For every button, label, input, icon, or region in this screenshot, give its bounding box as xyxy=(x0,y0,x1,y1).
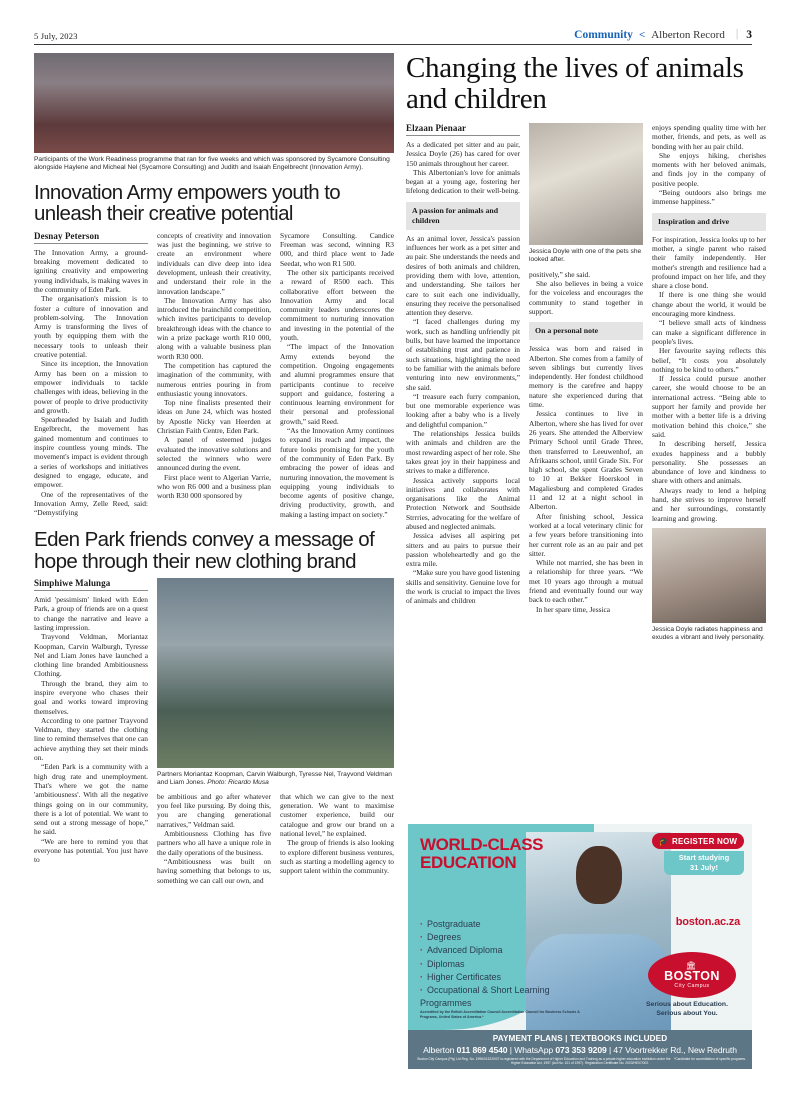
ad-programme-list xyxy=(420,918,595,1010)
column-1 xyxy=(406,123,520,643)
ad-accreditation-text: Accredited by the British Accreditation Council Accreditation Council for Business Schools & Programs, United States of America.* xyxy=(420,1010,580,1019)
ad-phone-number[interactable]: 011 869 4540 xyxy=(456,1044,508,1055)
paragraph: Since its inception, the Innovation Army has been on a mission to empower individuals to tackle challenges with ideas, believing in the power of people to drive productivity and growth. xyxy=(34,359,148,415)
paragraph: “I faced challenges during my work, such as handling unfriendly pit bulls, but have learned the importance of establishing trust and patience in such situations, highlighting the need to be familiar with the animals before venturing into new environments,” she said. xyxy=(406,317,520,392)
paragraph: Jessica actively supports local initiatives and collaborates with organisations like the Animal Protection Network and Southside Strrries, advocating for the welfare of abused and neglected animals. xyxy=(406,475,520,531)
issue-date: 5 July, 2023 xyxy=(34,31,78,41)
body-col-2 xyxy=(157,792,271,885)
paragraph: Top nine finalists presented their ideas on June 24, which was hosted by Apostle Nicky van Heerden at Christian Faith Centre, Eden Park. xyxy=(157,398,271,436)
ad-slogan-line1: Serious about Education. xyxy=(646,1001,728,1008)
subhead-inspiration: Inspiration and drive xyxy=(652,213,766,231)
paragraph: The competition has captured the imagination of the community, with numerous entries pouring in from enthusiastic young innovators. xyxy=(157,360,271,398)
chevron-left-icon: < xyxy=(638,29,646,41)
photo-credit: Photo: Ricardo Musa xyxy=(207,779,269,787)
column-3 xyxy=(280,792,394,885)
publication-name: Alberton Record xyxy=(651,29,725,41)
start-studying-line1: Start studying xyxy=(678,853,730,862)
ad-programme-item: · Occupational & Short Learning Programmes xyxy=(420,984,595,1010)
hero-block xyxy=(34,53,394,885)
ad-top-panel xyxy=(408,824,752,1030)
paragraph: She enjoys hiking, cherishes moments with her beloved animals, and finds joy in the company of positive people. xyxy=(652,150,766,188)
paragraph: As an animal lover, Jessica's passion influences her work as a pet sitter and au pair. She understands the needs and desires of both animals and children, providing them with love, attention, and understanding. She tailors her care to suit each one individually, ensuring they receive the personalised attention they deserve. xyxy=(406,233,520,318)
jessica-portrait-caption: Jessica Doyle radiates happiness and exudes a vibrant and lively personality. xyxy=(652,625,765,642)
body-col-3 xyxy=(652,235,766,523)
paragraph: In describing herself, Jessica exudes happiness and a bubbly personality. She possesses an abundance of love and kindness to share with others and animals. xyxy=(652,439,766,486)
masthead xyxy=(34,0,752,45)
main-article-byline: Elzaan Pienaar xyxy=(406,123,520,136)
masthead-right xyxy=(574,26,752,41)
paragraph: If there is one thing she would change about the world, it would be encouraging more kindness. xyxy=(652,290,766,319)
ad-slogan xyxy=(632,1000,742,1018)
paragraph: One of the representatives of the Innovation Army, Zelle Reed, said: “Demystifying xyxy=(34,489,148,518)
hero-photo-work-readiness xyxy=(34,53,394,153)
paragraph: Amid 'pessimism' linked with Eden Park, a group of friends are on a quest to change the narrative and leave a lasting impression. xyxy=(34,595,148,632)
main-headline: Changing the lives of animals and children xyxy=(406,52,744,115)
paragraph: “As the Innovation Army continues to expand its reach and impact, the future looks promising for the youth of the community of Eden Park. By embracing the power of ideas and nurturing innovation, the movement is equipping young individuals to become agents of positive change, driving productivity, growth, and making a lasting impact on society.” xyxy=(280,426,394,519)
column-2 xyxy=(529,123,643,643)
body-col-1 xyxy=(406,234,520,606)
paragraph: Sycamore Consulting. Candice Freeman was second, winning R3 000, and third place went to Jade Seedat, who won R1 500. xyxy=(280,230,394,268)
paragraph: She also believes in being a voice for the voiceless and encourages the community to stand together in support. xyxy=(529,279,643,316)
edenpark-photo-and-columns xyxy=(157,578,394,885)
paragraph: The organisation's mission is to foster a culture of innovation and problem-solving. The Innovation Army is transforming the lives of youth by equipping them with the necessary tools to unleash their creative potential. xyxy=(34,294,148,360)
paragraph: Her favourite saying reflects this belief, “It costs you absolutely nothing to be kind to others.” xyxy=(652,346,766,374)
paragraph: First place went to Algerian Varrie, who won R6 000 and a business plan worth R30 000 sponsored by xyxy=(157,472,271,501)
paragraph: “We are here to remind you that everyone has potential. You just have to xyxy=(34,836,148,865)
column-2 xyxy=(157,792,271,885)
article-innovation-army xyxy=(34,182,394,519)
paragraph: Ambitiousness Clothing has five partners who all have a unique role in the daily operations of the business. xyxy=(157,829,271,857)
paragraph: This Albertonian's love for animals began at a young age, fostering her lifelong dedication to their well-being. xyxy=(406,167,520,196)
paragraph: “I believe small acts of kindness can make a significant difference in people's lives. xyxy=(652,318,766,346)
bank-building-icon: 🏛 xyxy=(685,960,699,970)
paragraph: “The impact of the Innovation Army extends beyond the competition. Ongoing engagements and alumni programmes ensure that participants continue to receive support and guidance, fostering a continuous learning environment for their personal and professional growth,” said Reed. xyxy=(280,342,394,426)
column-3 xyxy=(652,123,766,643)
paragraph: In her spare time, Jessica xyxy=(536,604,611,614)
paragraph: After finishing school, Jessica worked at a local veterinary clinic for a few years before transitioning into her current role as an au pair and pet sitter. xyxy=(529,511,643,558)
ad-website-url[interactable]: boston.ac.za xyxy=(675,916,740,928)
column-1 xyxy=(34,578,148,885)
article-innovation-byline: Desnay Peterson xyxy=(34,231,148,244)
graduation-cap-icon: 🎓 xyxy=(658,836,670,846)
paragraph: If Jessica could pursue another career, she would choose to be an international actress. “Being able to support her family and provide her mother with a better life is a driving motivation behind this choice,” she said. xyxy=(652,374,766,439)
paragraph: The group of friends is also looking to explore different business ventures, such as starting a modelling agency to support talent within the community. xyxy=(280,838,394,876)
caption-text: Partners Moriantaz Koopman, Carvin Walburgh, Tyresse Nel, Trayvond Veldman and Liam Jones. xyxy=(157,771,392,787)
advertisement-boston[interactable] xyxy=(408,824,752,1069)
paragraph: “Ambitiousness was built on having something that belongs to us, something we can call our own, and xyxy=(157,856,271,885)
boston-logo-name: BOSTON xyxy=(664,968,720,983)
paragraph: “Make sure you have good listening skills and sensitivity. Genuine love for the work is crucial to impact the lives of animals and children xyxy=(406,568,520,606)
subhead-passion: A passion for animals and children xyxy=(406,202,520,230)
top-section xyxy=(34,45,766,885)
jessica-pet-photo-caption: Jessica Doyle with one of the pets she looked after. xyxy=(529,248,642,264)
register-now-button[interactable] xyxy=(652,833,744,849)
ad-contact-bar xyxy=(408,1030,752,1069)
boston-logo-sub: City Campus xyxy=(674,982,710,989)
body-col-2-top xyxy=(529,270,643,316)
ad-contact-city: Alberton xyxy=(423,1044,457,1055)
body-col-2 xyxy=(157,231,271,501)
edenpark-photo-caption xyxy=(157,768,394,788)
paragraph: enjoys spending quality time with her mother, friends, and pets, as well as bonding with her au pair child. xyxy=(652,123,766,151)
paragraph: Always ready to lend a helping hand, she strives to improve herself and her surroundings, constantly learning and growing. xyxy=(652,485,766,523)
body-col-1 xyxy=(34,595,148,865)
paragraph: Jessica was born and raised in Alberton. She comes from a family of seven siblings but currently lives independently. Her fondest childhood memory is the carefree and happy nature she experienced during that time. xyxy=(529,344,643,410)
ad-programme-item: · Degrees xyxy=(420,931,595,944)
article-edenpark-layout xyxy=(34,578,394,885)
body-col-3 xyxy=(280,792,394,876)
paragraph: “Being outdoors also brings me immense happiness.” xyxy=(652,188,766,207)
paragraph: “Eden Park is a community with a high drug rate and unemployment. That's where we got the name 'ambitiousness'. With all the negative things going on in our community, there is a lot of potential. We want to send out a strong message of hope,” he said. xyxy=(34,762,148,837)
column-1 xyxy=(34,231,148,519)
article-innovation-headline: Innovation Army empowers youth to unleash their creative potential xyxy=(34,180,341,226)
paragraph: For inspiration, Jessica looks up to her mother, a single parent who raised their family independently. Her mother's strength and resilience had a profound impact on her life, and they share a close bond. xyxy=(652,234,766,291)
start-studying-line2: 31 July! xyxy=(690,863,718,872)
ad-fine-print xyxy=(414,1057,746,1066)
paragraph: According to one partner Trayvond Veldman, they started the clothing line to remind themselves that one can achieve anything they set their minds on. xyxy=(34,715,148,763)
jessica-portrait-photo xyxy=(652,528,766,623)
edenpark-group-photo xyxy=(157,578,394,768)
paragraph: As a dedicated pet sitter and au pair, Jessica Doyle (26) has cared for over 150 animals throughout her career. xyxy=(406,140,520,168)
body-col-3-top xyxy=(652,123,766,207)
body-col-3 xyxy=(280,231,394,519)
ad-contact-separator: | WhatsApp xyxy=(507,1044,556,1055)
article-eden-park xyxy=(34,529,394,885)
ad-programme-item: · Diplomas xyxy=(420,958,595,971)
column-3 xyxy=(280,231,394,519)
ad-contact-address: | 47 Voortrekker Rd., New Redruth xyxy=(606,1044,737,1055)
ad-whatsapp-number[interactable]: 073 353 9209 xyxy=(555,1044,607,1055)
paragraph: The Innovation Army, a ground-breaking movement dedicated to igniting creativity and empowering young individuals, is making waves in the community of Eden Park. xyxy=(34,247,148,294)
boston-logo xyxy=(648,952,736,998)
paragraph: Trayvond Veldman, Moriantaz Koopman, Carvin Walburgh, Tyresse Nel and Liam Jones have launched a clothing line branded Ambitiousness Clothing. xyxy=(34,632,148,679)
ad-programme-item: · Advanced Diploma xyxy=(420,944,595,957)
article-innovation-columns xyxy=(34,231,394,519)
paragraph: that which we can give to the next generation. We want to maximise customer experience, build our catalogue and grow our brand on a national level,” he explained. xyxy=(280,791,394,839)
paragraph: “I treasure each furry companion, but one memorable experience was looking after a baby who is a lively and delightful companion.” xyxy=(406,391,520,429)
divider: | xyxy=(735,26,739,40)
ad-fine-print-right: *Candidate for accreditation of specific programs. xyxy=(673,1057,746,1061)
paragraph: The other six participants received a reward of R500 each. This collaborative effort between the Innovation Army and local community leaders underscores the commitment to nurturing innovation and investing in the potential of the youth. xyxy=(280,268,394,343)
article-edenpark-headline: Eden Park friends convey a message of hope through their new clothing brand xyxy=(34,528,375,573)
start-studying-badge xyxy=(664,851,744,875)
edenpark-lower-columns xyxy=(157,792,394,885)
jessica-with-pet-photo xyxy=(529,123,643,245)
register-now-label: REGISTER NOW xyxy=(672,836,738,846)
paragraph: Jessica continues to live in Alberton, where she has lived for over 26 years. She attended the Alberview Primary School until Grade Three, then transferred to Leeuwenhof, an Afrikaans school, until Grade Six. For high school, she spent Grades Seven to 10 at Bekker Hoerskool in Magaliesburg and completed Grades 11 and 12 at a night school in Alberton. xyxy=(529,409,643,512)
ad-programme-item: · Higher Certificates xyxy=(420,971,595,984)
page-number: 3 xyxy=(746,29,752,41)
ad-programme-item: · Postgraduate xyxy=(420,918,595,931)
paragraph: A panel of esteemed judges evaluated the innovative solutions and selected the winners who were announced during the event. xyxy=(157,435,271,473)
paragraph: While not married, she has been in a relationship for three years. “We met 10 years ago through a mutual friend and eventually found our way back to each other.” xyxy=(529,558,643,605)
paragraph: Spearheaded by Isaiah and Judith Engelbrecht, the movement has gained momentum and continues to inspire countless young minds. The movement's impact is evident through a series of workshops and initiatives designed to engage, educate, and empower. xyxy=(34,415,148,490)
paragraph: positively,” she said. xyxy=(529,269,591,279)
main-article-block xyxy=(406,53,766,885)
subhead-personal-note: On a personal note xyxy=(529,322,643,340)
paragraph: Jessica advises all aspiring pet sitters and au pairs to pursue their passion wholeheartedly and go the extra mile. xyxy=(406,531,520,569)
body-col-1 xyxy=(34,248,148,518)
paragraph: be ambitious and go after whatever you feel like pursuing. By doing this, you are changing generational narratives,” Veldman said. xyxy=(157,791,271,829)
ad-headline: WORLD-CLASS EDUCATION xyxy=(420,835,544,872)
ad-payment-plans: PAYMENT PLANS | TEXTBOOKS INCLUDED xyxy=(492,1034,668,1043)
ad-contact-line xyxy=(414,1045,746,1055)
column-2 xyxy=(157,231,271,519)
section-name: Community xyxy=(574,29,633,41)
body-col-2 xyxy=(529,344,643,614)
hero-photo-caption: Participants of the Work Readiness programme that ran for five weeks and which was sponsored by Sycamore Consulting alongside Haylene and Micheal Nel (Sycamore Consulting) and Judith and Isaiah Engelbrecht (Innovation Army). xyxy=(34,156,390,172)
paragraph: The Innovation Army has also introduced the brainchild competition, which invites participants to develop breakthrough ideas with the chance to win a prize package worth R10 000, along with a valuable business plan worth R30 000. xyxy=(157,295,271,361)
main-article-columns xyxy=(406,123,766,643)
body-col-1-intro xyxy=(406,140,520,196)
article-edenpark-byline: Simphiwe Malunga xyxy=(34,578,148,591)
paragraph: concepts of creativity and innovation was just the beginning, we strive to create an environment where individuals can dive deep into idea development, unleash their creativity, and understand their role in the innovation landscape.” xyxy=(157,230,271,296)
ad-slogan-line2: Serious about You. xyxy=(656,1010,718,1017)
ad-fine-print-main: Boston City Campus (Pty) Ltd Reg. No. 1996/013220/07 is registered with the Department of Higher Education and Training as a private higher education institution under the Higher Education Act, 1997 (Act No. 101 of 1997). Registration Certificate No. 2003/HE07/002. xyxy=(417,1057,671,1066)
paragraph: Through the brand, they aim to inspire everyone who chases their goal and works toward improving themselves. xyxy=(34,678,148,716)
paragraph: The relationships Jessica builds with animals and children are the most rewarding aspect of her role. She takes great joy in their happiness and strives to make a difference. xyxy=(406,429,520,476)
